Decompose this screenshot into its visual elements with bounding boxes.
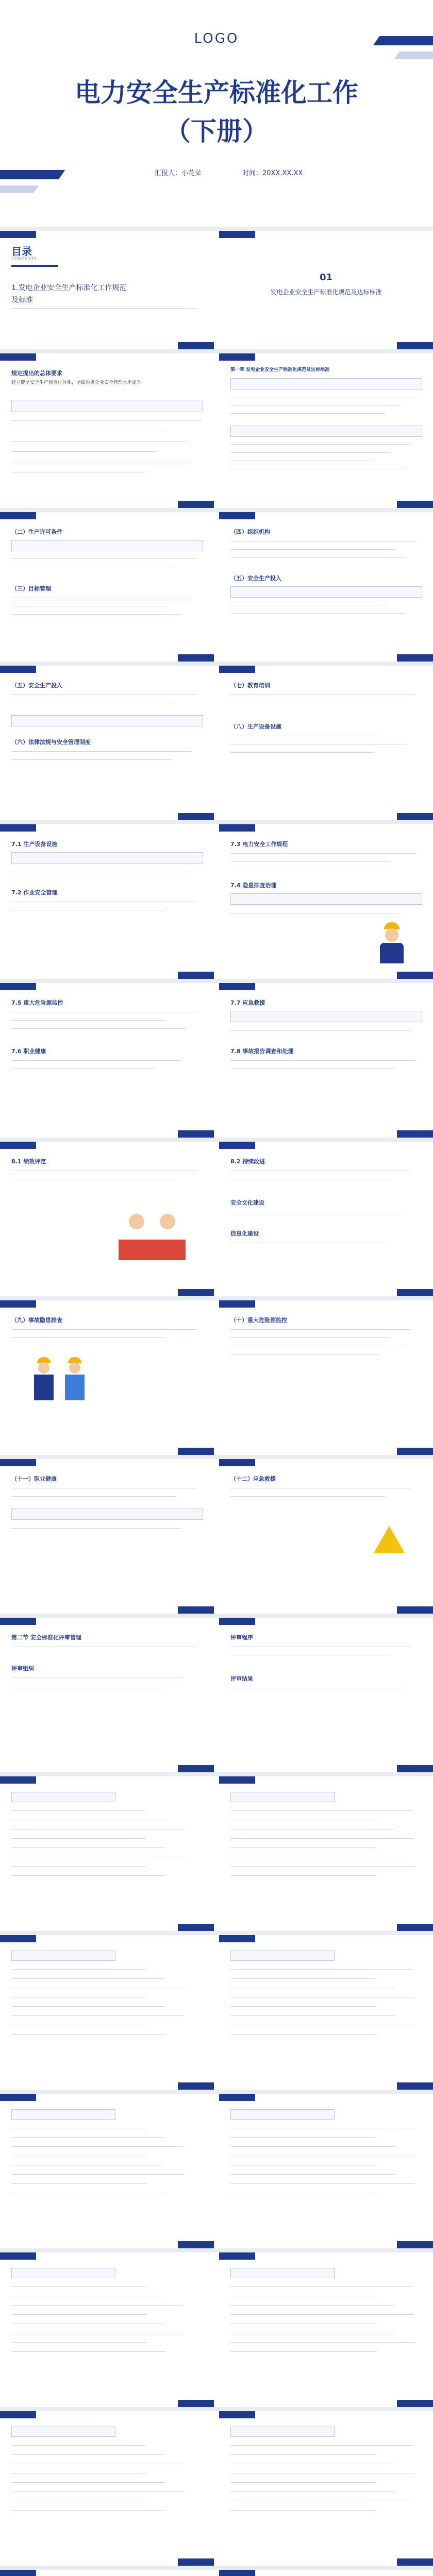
slide-heading: 7.6 职业健康 [11, 1048, 46, 1055]
slide-separator [0, 2248, 433, 2252]
slide-heading: 安全文化建设 [230, 1199, 264, 1206]
cover-slide [0, 0, 433, 227]
slide-separator [0, 2407, 433, 2411]
intro-slide [0, 353, 214, 508]
section-title: 发电企业安全生产标准化规范及达标标准 [270, 289, 382, 296]
slide-heading: 8.2 持续改进 [230, 1158, 265, 1165]
slide-heading: 7.5 重大危险源监控 [11, 999, 63, 1006]
content-slide [219, 2570, 433, 2576]
content-slide [219, 2094, 433, 2248]
filler-region [0, 1776, 433, 2576]
slide-major-hazard [219, 1300, 433, 1455]
chapter-title: 第一章 发电企业安全生产标准化规范及达标标准 [230, 367, 330, 372]
worker-illustration [374, 922, 410, 969]
slide-heading: 7.4 隐患排查治理 [230, 882, 277, 889]
slide-occupational-health [0, 1459, 214, 1614]
cover-subtitle: （下册） [165, 116, 268, 146]
logo: LOGO [194, 31, 239, 46]
slide-production-license [0, 512, 214, 662]
cover-reporter: 汇报人：小花朵 [155, 170, 202, 177]
slide-heading: （九）事故隐患排查 [11, 1317, 62, 1324]
slide-heading: （五）安全生产投入 [230, 575, 281, 582]
toc-item[interactable]: 1.发电企业安全生产标准化工作规范 [11, 284, 127, 292]
slide-heading: （四）组织机构 [230, 529, 270, 535]
slide-separator [0, 2090, 433, 2094]
slide-heading: （三）目标管理 [11, 585, 51, 592]
toc-heading: 目录 [11, 245, 32, 258]
slide-heading: 评审结果 [230, 1675, 253, 1682]
slide-performance [0, 1142, 214, 1296]
intro-lead: 规定提出的总体要求 [11, 370, 62, 377]
slide-heading: （五）安全生产投入 [11, 682, 62, 689]
slide-heading: 7.1 生产设备设施 [11, 841, 58, 848]
slide-heading: （八）生产设备设施 [230, 723, 281, 730]
slide-separator [0, 2566, 433, 2570]
cover-title: 电力安全生产标准化工作 [75, 78, 358, 108]
slide-work-rules [219, 824, 433, 979]
slide-heading: 7.2 作业安全管理 [11, 889, 58, 896]
slide-heading: 第二节 安全标准化评审管理 [11, 1634, 81, 1641]
cover-date: 时间：20XX.XX.XX [242, 170, 303, 177]
slide-investment [0, 666, 214, 820]
slide-heading: 评审组织 [11, 1665, 34, 1672]
slide-heading: 评审程序 [230, 1634, 253, 1641]
toc-sub: CONTENTS [11, 257, 37, 262]
slide-heading: 7.8 事故报告调查和处理 [230, 1048, 294, 1055]
slide-heading: （十）重大危险源监控 [230, 1317, 287, 1324]
section-01-slide [219, 231, 433, 349]
slide-rescue [219, 1459, 433, 1614]
slide-heading: 7.7 应急救援 [230, 999, 265, 1006]
meeting-illustration [113, 1204, 191, 1265]
slide-training [219, 666, 433, 820]
slide-review-management [0, 1618, 214, 1772]
content-slide [219, 2252, 433, 2407]
content-slide [219, 2411, 433, 2566]
content-slide [219, 1776, 433, 1931]
slide-heading: 信息化建设 [230, 1230, 259, 1237]
toc-item-2[interactable]: 及标准 [11, 296, 33, 304]
section-number: 01 [319, 272, 333, 283]
slide-heading: （六）法律法规与安全管理制度 [11, 739, 91, 745]
slide-organization [219, 512, 433, 662]
slide-hazard-check [0, 1300, 214, 1455]
slide-separator [0, 1931, 433, 1935]
content-slide [0, 2252, 214, 2407]
slide-improvement [219, 1142, 433, 1296]
slide-heading: （七）教育培训 [230, 682, 270, 689]
toc-slide [0, 231, 214, 349]
chapter-slide [219, 353, 433, 508]
slide-heading: （十一）职业健康 [11, 1476, 57, 1482]
workers-illustration [31, 1357, 93, 1414]
content-slide [0, 2411, 214, 2566]
slide-review-procedure [219, 1618, 433, 1772]
slide-emergency [219, 983, 433, 1138]
slide-heading: 7.3 电力安全工作规程 [230, 841, 288, 848]
slide-equipment [0, 824, 214, 979]
slide-heading: （十二）应急救援 [230, 1476, 276, 1482]
intro-lead-2: 建立健全安全生产标准化体系，全面推进企业安全管理水平提升 [11, 380, 142, 385]
content-slide [0, 1776, 214, 1931]
warning-icon [374, 1526, 405, 1553]
content-slide [0, 2570, 214, 2576]
content-slide [219, 1935, 433, 2090]
slide-heading: （二）生产许可条件 [11, 529, 62, 535]
content-slide [0, 2094, 214, 2248]
slide-hazard-source [0, 983, 214, 1138]
slide-heading: 8.1 绩效评定 [11, 1158, 46, 1165]
content-slide [0, 1935, 214, 2090]
